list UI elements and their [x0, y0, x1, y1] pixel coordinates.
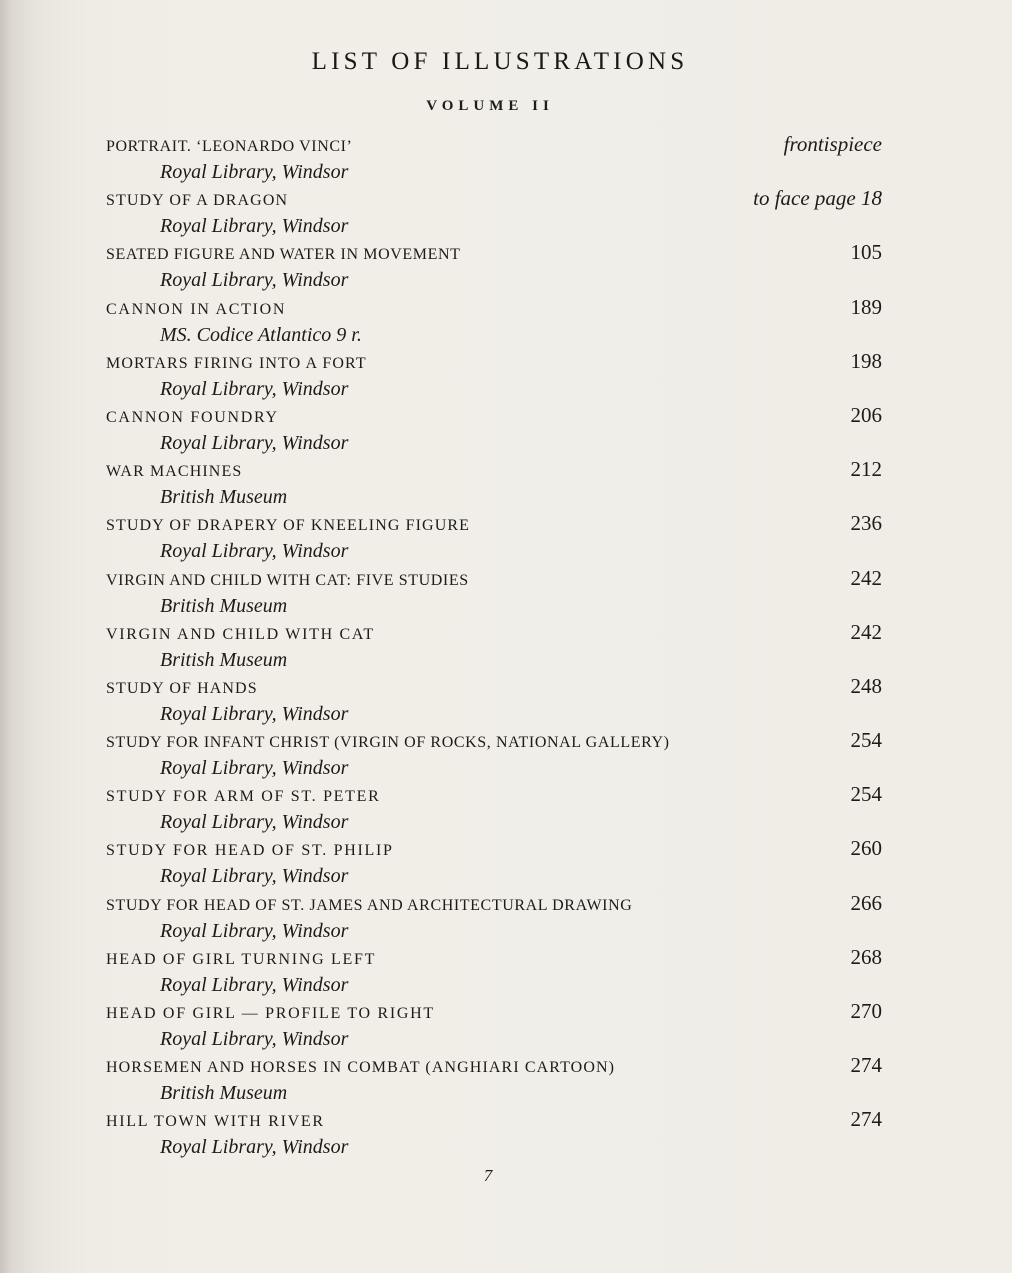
- page-reference: 254: [850, 728, 882, 753]
- illustration-title: HORSEMEN AND HORSES IN COMBAT (ANGHIARI CARTOON): [106, 1059, 616, 1077]
- illustration-location: Royal Library, Windsor: [160, 269, 349, 292]
- page-reference: 189: [850, 294, 882, 319]
- illustration-title: HEAD OF GIRL TURNING LEFT: [106, 950, 377, 968]
- illustration-location: Royal Library, Windsor: [160, 1028, 349, 1050]
- illustration-location: British Museum: [160, 594, 288, 617]
- list-item: [106, 672, 882, 726]
- illustration-location: British Museum: [160, 486, 288, 509]
- list-item: [106, 1051, 882, 1105]
- illustration-title: VIRGIN AND CHILD WITH CAT: FIVE STUDIES: [106, 571, 469, 589]
- list-item: [106, 834, 882, 888]
- list-item: [106, 997, 882, 1051]
- illustration-location: Royal Library, Windsor: [160, 1136, 349, 1159]
- page-reference: 260: [850, 836, 882, 861]
- illustration-title: STUDY FOR ARM OF ST. PETER: [106, 788, 381, 806]
- volume-heading: VOLUME II: [426, 98, 554, 114]
- illustration-title: HILL TOWN WITH RIVER: [106, 1113, 325, 1131]
- page-reference: 266: [850, 890, 882, 915]
- list-item: [106, 889, 882, 943]
- illustration-location: Royal Library, Windsor: [160, 865, 349, 888]
- illustration-title: VIRGIN AND CHILD WITH CAT: [106, 625, 375, 643]
- page-reference: 248: [850, 673, 882, 698]
- page-reference: frontispiece: [783, 132, 882, 156]
- page-title: LIST OF ILLUSTRATIONS: [311, 48, 689, 75]
- page-reference: 254: [850, 782, 882, 807]
- illustration-location: MS. Codice Atlantico 9 r.: [160, 323, 362, 346]
- list-item: [106, 293, 882, 347]
- list-item: [106, 401, 882, 455]
- illustration-location: Royal Library, Windsor: [160, 377, 349, 400]
- illustration-title: STUDY OF DRAPERY OF KNEELING FIGURE: [106, 517, 470, 535]
- illustration-location: Royal Library, Windsor: [160, 811, 349, 834]
- illustration-location: Royal Library, Windsor: [160, 973, 349, 996]
- illustration-title: SEATED FIGURE AND WATER IN MOVEMENT: [106, 246, 461, 264]
- illustration-title: STUDY OF A DRAGON: [106, 192, 289, 210]
- list-item: [106, 564, 882, 618]
- illustration-title: PORTRAIT. ‘LEONARDO VINCI’: [106, 138, 353, 155]
- illustration-title: STUDY FOR HEAD OF ST. JAMES AND ARCHITECTURAL DRAWING: [106, 896, 633, 914]
- list-item: [106, 1105, 882, 1159]
- list-item: [106, 347, 882, 401]
- page-reference: 268: [850, 944, 882, 969]
- illustration-location: British Museum: [160, 648, 288, 671]
- list-item: [106, 618, 882, 672]
- illustration-location: British Museum: [160, 1082, 288, 1105]
- page-reference: 274: [850, 1053, 882, 1078]
- illustration-title: STUDY FOR HEAD OF ST. PHILIP: [106, 842, 394, 860]
- illustration-location: Royal Library, Windsor: [160, 215, 349, 238]
- illustration-title: WAR MACHINES: [106, 463, 243, 481]
- page-reference: 206: [850, 402, 882, 427]
- illustration-location: Royal Library, Windsor: [160, 540, 349, 563]
- illustration-title: CANNON IN ACTION: [106, 300, 287, 318]
- illustrations-list: [106, 130, 882, 1160]
- illustration-location: Royal Library, Windsor: [160, 757, 349, 780]
- page-number: 7: [483, 1166, 493, 1185]
- illustration-title: CANNON FOUNDRY: [106, 408, 279, 426]
- page-reference: 236: [850, 511, 882, 536]
- illustration-title: STUDY OF HANDS: [106, 679, 258, 697]
- page-reference: 270: [850, 999, 882, 1023]
- list-item: [106, 238, 882, 292]
- page-reference: 274: [850, 1107, 882, 1132]
- list-item: [106, 184, 882, 238]
- illustration-title: MORTARS FIRING INTO A FORT: [106, 354, 367, 372]
- page-reference: 242: [850, 565, 882, 590]
- list-item: [106, 455, 882, 509]
- page-reference: 198: [850, 348, 882, 373]
- list-item: [106, 130, 882, 184]
- list-item: [106, 726, 882, 780]
- illustration-location: Royal Library, Windsor: [160, 431, 349, 454]
- illustration-title: STUDY FOR INFANT CHRIST (VIRGIN OF ROCKS, NATIONAL GALLERY): [106, 734, 670, 752]
- list-item: [106, 943, 882, 997]
- illustration-location: Royal Library, Windsor: [160, 919, 349, 942]
- illustration-location: Royal Library, Windsor: [160, 161, 349, 183]
- list-item: [106, 509, 882, 563]
- page-reference: 242: [850, 619, 882, 644]
- illustration-location: Royal Library, Windsor: [160, 702, 349, 725]
- page-reference: 105: [850, 240, 882, 265]
- list-item: [106, 780, 882, 834]
- page-reference: 212: [850, 457, 882, 482]
- page-reference: to face page 18: [753, 186, 882, 211]
- illustration-title: HEAD OF GIRL — PROFILE TO RIGHT: [106, 1005, 435, 1022]
